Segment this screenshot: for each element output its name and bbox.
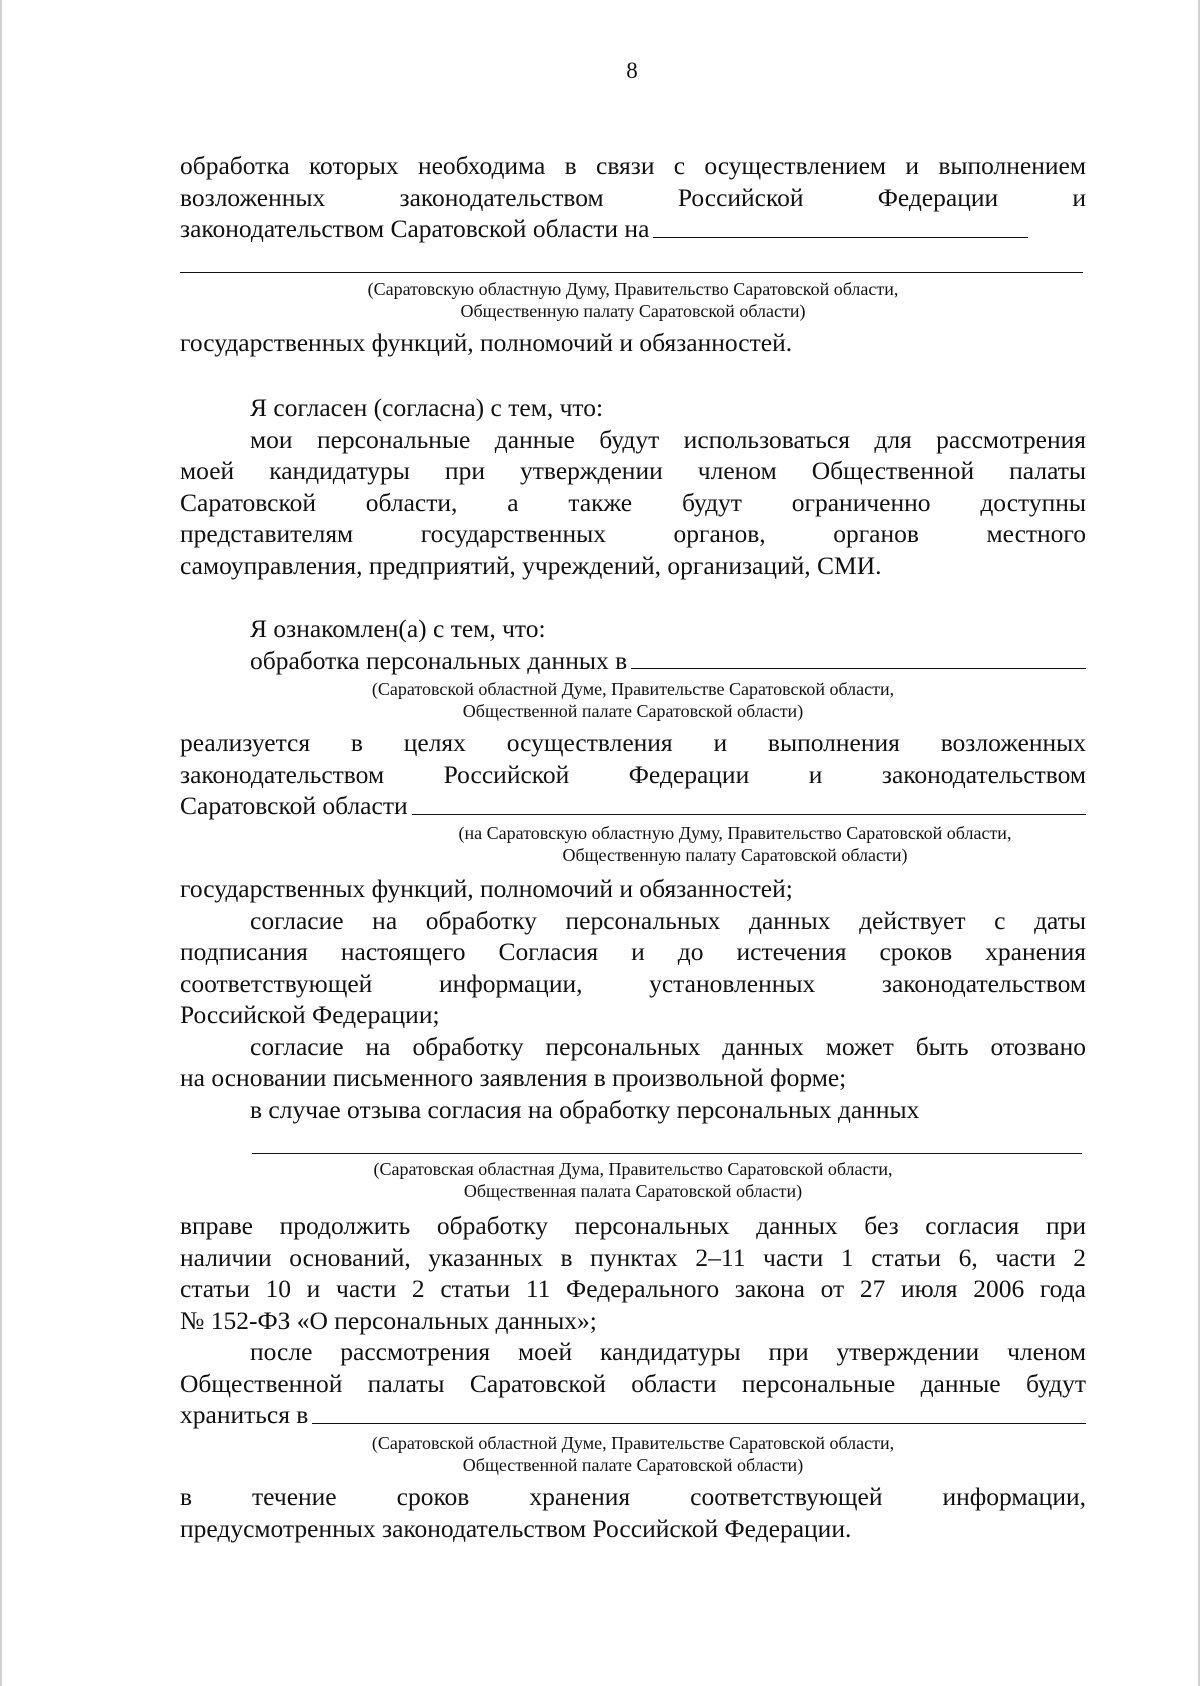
text-line: обработка которых необходима в связи с осуществлением и выполнением [180,151,1086,180]
text-line: реализуется в целях осуществления и выполнения возложенных [180,728,1086,757]
text-line: возложенных законодательством Российской Федерации и [180,182,1086,212]
text-line: предусмотренных законодательством Российской Федерации. [180,1513,852,1543]
text-line: согласие на обработку персональных данных действует с даты [250,905,1086,935]
caption-bodies-accusative: (Саратовскую областную Думу, Правительство Саратовской области, Общественную палату Саратовской области) [367,279,899,321]
paragraph-duration-withdrawal [180,873,1086,1125]
text-line: обработка персональных данных в [250,645,628,675]
paragraph-processing-purpose [180,150,1086,245]
text-line: подписания настоящего Согласия и до истечения сроков хранения [180,937,1086,966]
caption-bodies-prepositional: (Саратовской областной Думе, Правительстве Саратовской области, Общественной палате Саратовской области) [371,679,895,721]
text-line: Общественной палаты Саратовской области персональные данные будут [180,1368,1086,1398]
text-line: статьи 10 и части 2 статьи 11 Федерального закона от 27 июля 2006 года [180,1274,1086,1303]
text-line-with-blank [180,213,1086,245]
text-line: моей кандидатуры при утверждении членом Общественной палаты [180,456,1086,485]
paragraph-consent [180,392,1086,581]
text-line: законодательством Саратовской области на [180,214,650,243]
text-line: законодательством Российской Федерации и законодательством [180,759,1086,789]
paragraph-continue-processing [180,1210,1086,1431]
text-line: соответствующей информации, установленных законодательством [180,968,1086,998]
text-line-with-blank [180,645,1086,677]
caption-bodies-on: (на Саратовскую областную Думу, Правительство Саратовской области, Общественную палату Саратовской области) [458,823,1012,865]
caption-bodies-prepositional-storage: (Саратовской областной Думе, Правительстве Саратовской области, Общественной палате Саратовской области) [371,1433,895,1475]
text-line: на основании письменного заявления в произвольной форме; [180,1063,847,1092]
text-line-with-blank [180,790,1086,822]
text-line: наличии оснований, указанных в пунктах 2–11 части 1 статьи 6, части 2 [180,1242,1086,1272]
text-line: после рассмотрения моей кандидатуры при утверждении членом [250,1337,1086,1366]
text-line: согласие на обработку персональных данных может быть отозвано [250,1031,1086,1061]
text-line: самоуправления, предприятий, учреждений, организаций, СМИ. [180,550,882,580]
caption-bodies-nominative: (Саратовская областная Дума, Правительство Саратовской области, Общественная палата Саратовской области) [373,1159,893,1201]
text-line: Российской Федерации; [180,1000,440,1029]
blank-line [412,814,1086,815]
blank-line-full [252,1153,1082,1154]
text-line: № 152-ФЗ «О персональных данных»; [180,1305,597,1335]
paragraph-implementation [180,727,1086,822]
page-number: 8 [626,58,638,83]
blank-line-full [180,272,1083,273]
text-line: в случае отзыва согласия на обработку персональных данных [250,1094,920,1124]
text-line: Саратовской области [180,791,408,820]
text-line: мои персональные данные будут использоваться для рассмотрения [250,424,1086,454]
blank-line [653,237,1028,238]
text-line: государственных функций, полномочий и обязанностей. [180,328,793,357]
paragraph-storage-period [180,1481,1086,1544]
text-line: вправе продолжить обработку персональных данных без согласия при [180,1211,1086,1240]
text-line: представителям государственных органов, органов местного [180,519,1086,548]
text-line: в течение сроков хранения соответствующей информации, [180,1482,1086,1511]
blank-line [631,668,1086,669]
text-line-with-blank [180,1399,1086,1431]
text-line: государственных функций, полномочий и обязанностей; [180,874,793,903]
paragraph-informed [180,613,1086,676]
text-line: храниться в [180,1400,309,1429]
scan-edge-left [0,0,2,1686]
text-line: Я ознакомлен(а) с тем, что: [250,614,546,643]
text-line: Я согласен (согласна) с тем, что: [250,393,604,422]
blank-line [312,1423,1086,1424]
text-line: Саратовской области, а также будут ограниченно доступны [180,487,1086,517]
